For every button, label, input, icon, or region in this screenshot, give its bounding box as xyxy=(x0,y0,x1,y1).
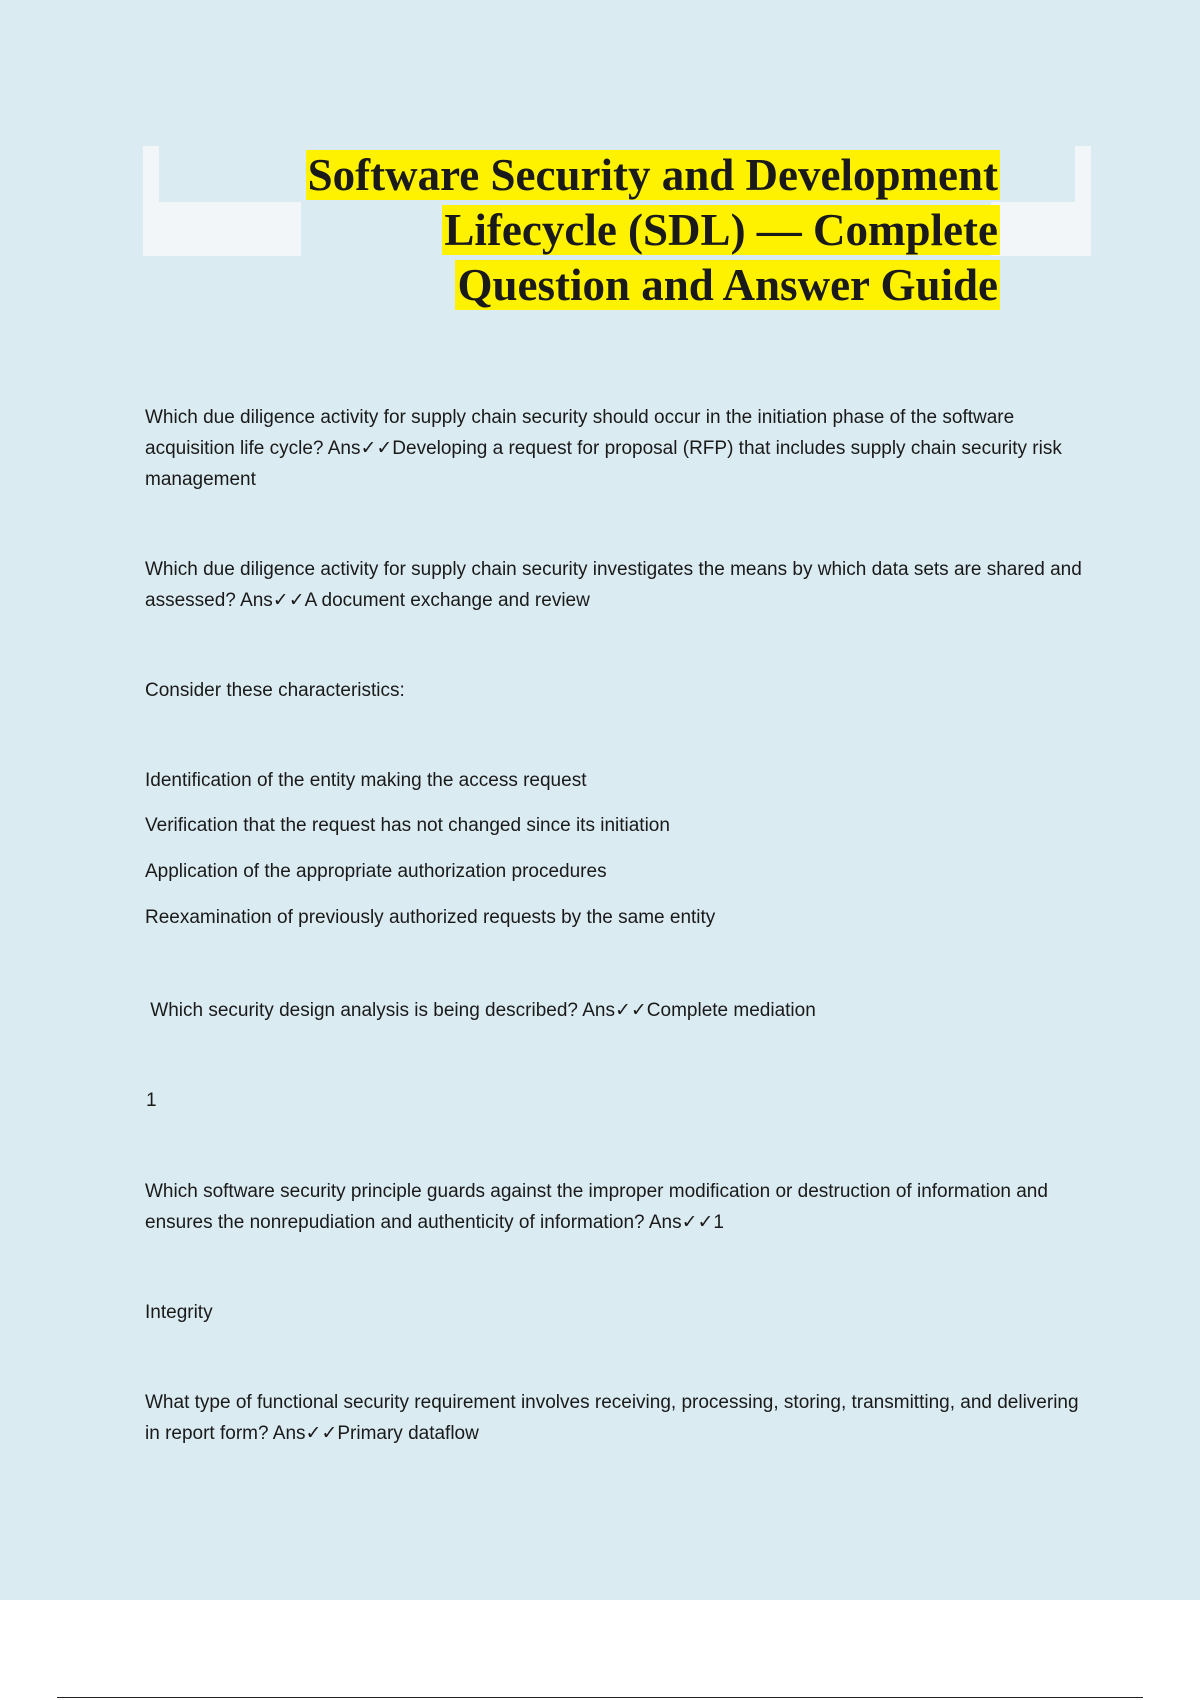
list-item: Verification that the request has not changed since its initiation xyxy=(145,815,670,836)
list-item: Application of the appropriate authorization procedures xyxy=(145,861,607,882)
page-number: 1 xyxy=(146,1090,157,1111)
title-line-3: Question and Answer Guide xyxy=(457,260,998,310)
footer-rule xyxy=(57,1697,1143,1698)
question-2: Which due diligence activity for supply chain security investigates the means by which data sets are shared and assessed? Ans✓✓A document exchange and review xyxy=(145,559,1082,611)
question-5: What type of functional security requirement involves receiving, processing, storing, transmitting, and delivering in report form? Ans✓✓Primary dataflow xyxy=(145,1392,1079,1444)
list-item: Identification of the entity making the access request xyxy=(145,770,587,791)
title-frame-right-inner xyxy=(991,146,1075,202)
list-item: Reexamination of previously authorized requests by the same entity xyxy=(145,907,716,928)
characteristics-intro: Consider these characteristics: xyxy=(145,680,405,701)
question-4-answer: Integrity xyxy=(145,1302,213,1323)
question-4: Which software security principle guards against the improper modification or destruction of information and ensures the nonrepudiation and authenticity of information? Ans✓✓1 xyxy=(145,1181,1048,1233)
title-line-2: Lifecycle (SDL) — Complete xyxy=(444,205,998,255)
question-3: Which security design analysis is being described? Ans✓✓Complete mediation xyxy=(145,1000,816,1021)
question-1: Which due diligence activity for supply chain security should occur in the initiation phase of the software acquisition life cycle? Ans✓✓Developing a request for proposal (RFP) that includes supply chain security risk management xyxy=(145,407,1062,490)
title-line-1: Software Security and Development xyxy=(307,150,998,200)
document-body xyxy=(145,402,1095,1449)
document-title xyxy=(230,148,1000,313)
